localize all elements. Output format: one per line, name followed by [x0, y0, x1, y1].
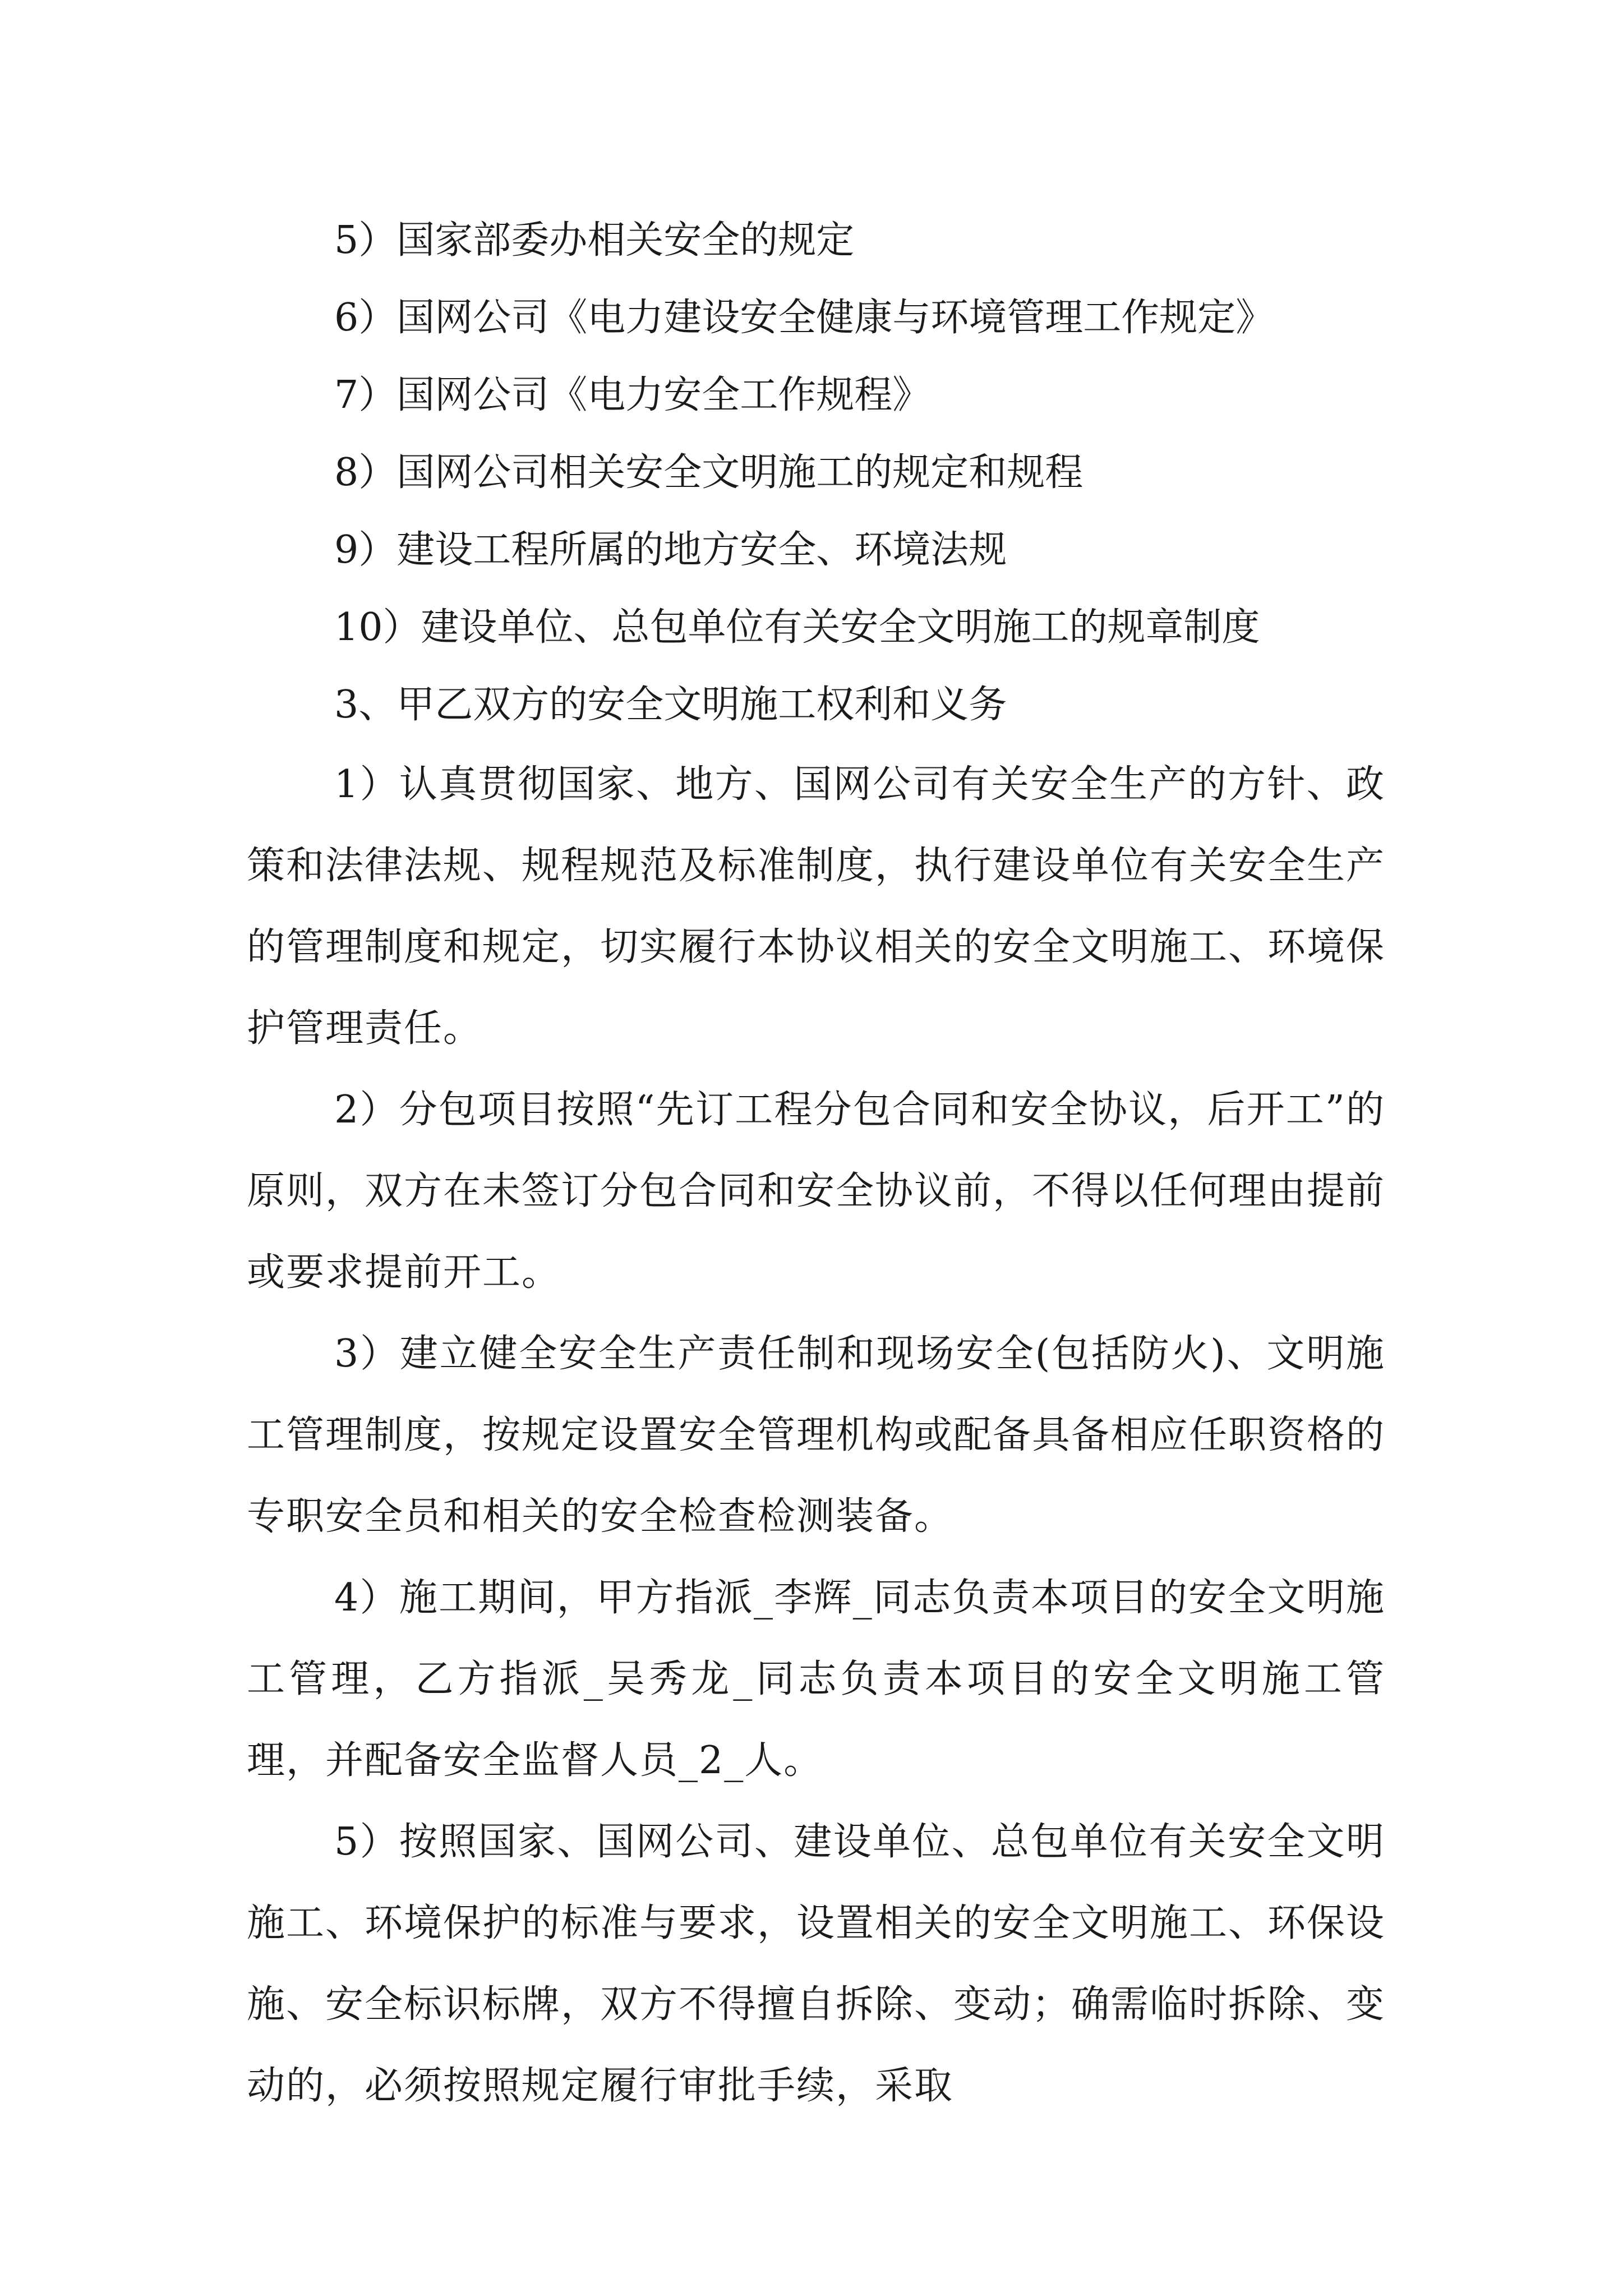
body-paragraph: 1）认真贯彻国家、地方、国网公司有关安全生产的方针、政策和法律法规、规程规范及标准制度，执行建设单位有关安全生产的管理制度和规定，切实履行本协议相关的安全文明施工、环境保护管理责任。	[247, 762, 1386, 1051]
body-paragraph: 2）分包项目按照“先订工程分包合同和安全协议，后开工”的原则，双方在未签订分包合同和安全协议前，不得以任何理由提前或要求提前开工。	[247, 1088, 1386, 1295]
list-item: 7）国网公司《电力安全工作规程》	[334, 373, 931, 417]
list-item: 6）国网公司《电力建设安全健康与环境管理工作规定》	[334, 296, 1274, 340]
list-item: 8）国网公司相关安全文明施工的规定和规程	[334, 450, 1083, 495]
list-item: 9）建设工程所属的地方安全、环境法规	[334, 528, 1007, 572]
document-body	[247, 202, 1385, 2127]
list-item: 5）国家部委办相关安全的规定	[334, 218, 855, 263]
section-heading: 3、甲乙双方的安全文明施工权利和义务	[334, 683, 1007, 727]
list-item: 10）建设单位、总包单位有关安全文明施工的规章制度	[334, 605, 1260, 650]
body-paragraph: 4）施工期间，甲方指派_李辉_同志负责本项目的安全文明施工管理，乙方指派_吴秀龙_同志负责本项目的安全文明施工管理，并配备安全监督人员_2_人。	[247, 1576, 1385, 1783]
body-paragraph: 3）建立健全安全生产责任制和现场安全(包括防火)、文明施工管理制度，按规定设置安全管理机构或配备具备相应任职资格的专职安全员和相关的安全检查检测装备。	[247, 1332, 1386, 1539]
body-paragraph: 5）按照国家、国网公司、建设单位、总包单位有关安全文明施工、环境保护的标准与要求，设置相关的安全文明施工、环保设施、安全标识标牌，双方不得擅自拆除、变动；确需临时拆除、变动的，必须按照规定履行审批手续，采取	[247, 1820, 1386, 2108]
